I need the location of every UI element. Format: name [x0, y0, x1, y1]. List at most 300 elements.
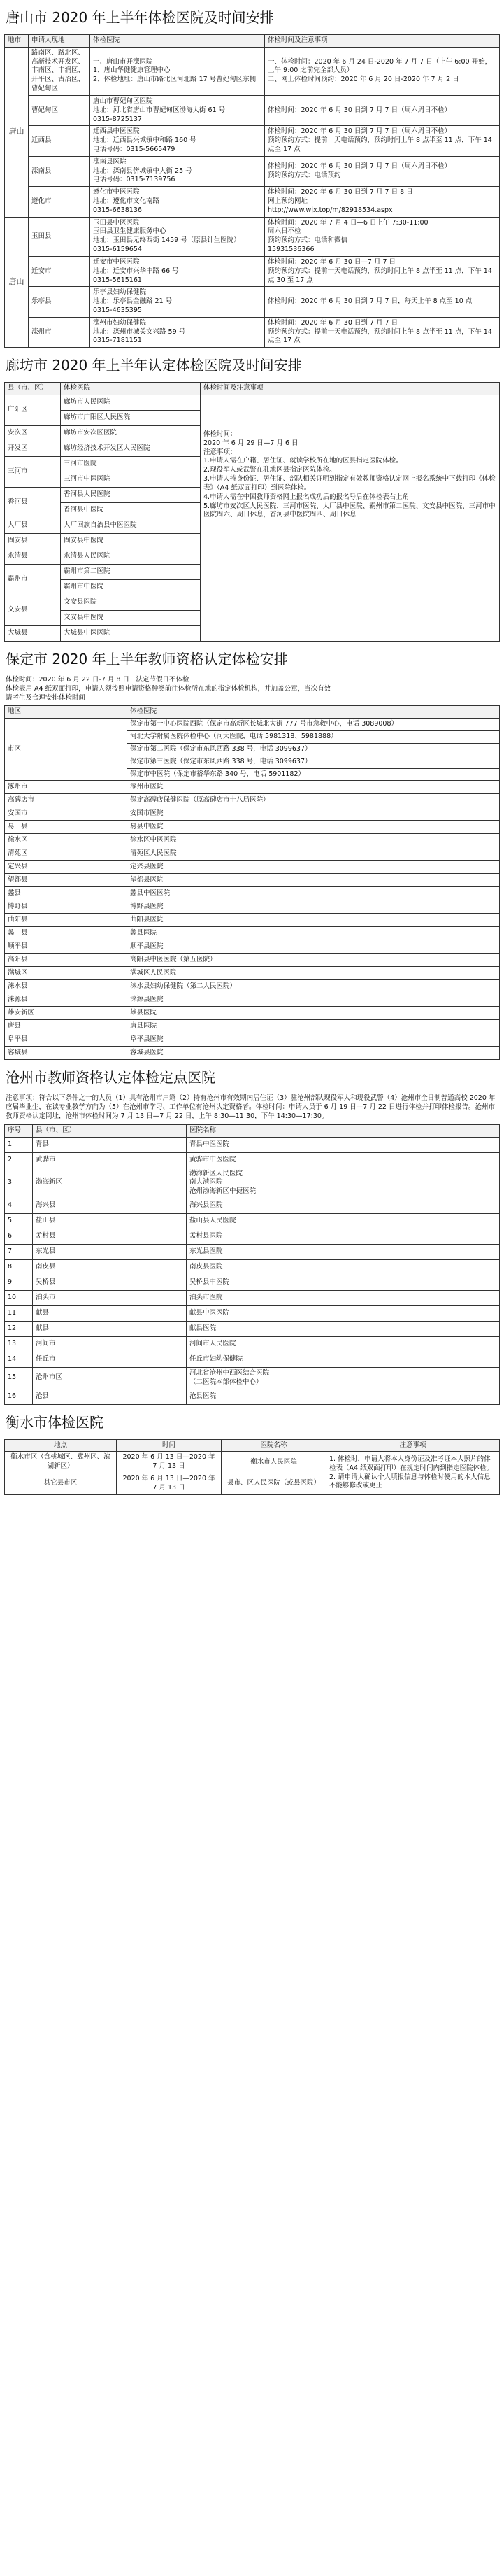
- header-city: 地市: [5, 35, 29, 48]
- hospital-line: 滦南县医院: [93, 157, 127, 166]
- area-cell: 蠡县: [5, 887, 127, 900]
- hospital-cell: [90, 156, 265, 186]
- area-cell: 大城县: [5, 626, 61, 642]
- time-cell: 2020 年 6 月 13 日—2020 年 7 月 13 日: [117, 1452, 222, 1473]
- table-row: [5, 1275, 500, 1291]
- area-cell: 曹妃甸区: [29, 95, 90, 125]
- area-cell: 任丘市: [33, 1352, 187, 1368]
- area-cell: 定兴县: [5, 861, 127, 874]
- hospital-cell: 雄县医院: [127, 1007, 500, 1020]
- hospital-cell: [187, 1306, 500, 1322]
- hospital-line: 吴桥县中医院: [189, 1278, 230, 1287]
- table-row: [5, 927, 500, 940]
- hospital-cell: 香河县人民医院: [61, 488, 201, 503]
- no-cell: 3: [5, 1168, 33, 1198]
- area-cell: 阜平县: [5, 1033, 127, 1047]
- time-cell: [265, 156, 500, 186]
- no-cell: 13: [5, 1337, 33, 1352]
- hospital-cell: 曲阳县医院: [127, 914, 500, 927]
- hospital-cell: 清苑区人民医院: [127, 847, 500, 861]
- hospital-cell: 霸州市第二医院: [61, 565, 201, 580]
- header-hospital: 医院名称: [222, 1439, 326, 1452]
- table-row: [5, 794, 500, 807]
- hospital-cell: [90, 47, 265, 95]
- time-line: 网上预约网址: [268, 197, 308, 205]
- langfang-header-row: [5, 383, 500, 395]
- header-hospital: 体检医院: [90, 35, 265, 48]
- header-hospital: 体检医院: [61, 383, 201, 395]
- hospital-line: 海兴县医院: [189, 1201, 223, 1210]
- hospital-cell: [187, 1337, 500, 1352]
- hospital-line: 献县中医医院: [189, 1309, 230, 1317]
- hospital-cell: 望都县医院: [127, 874, 500, 887]
- hospital-cell: 三河市中医医院: [61, 472, 201, 488]
- hospital-cell: 保定市第二医院（保定市东风西路 338 号，电话 3099637）: [127, 743, 500, 756]
- table-row: [5, 1137, 500, 1152]
- hospital-cell: 文安县中医院: [61, 611, 201, 626]
- hospital-line: 河间市人民医院: [189, 1340, 236, 1348]
- hospital-line: 唐山市曹妃甸区医院: [93, 97, 153, 105]
- hospital-cell: [187, 1214, 500, 1229]
- hospital-line: 0315-4635395: [93, 306, 142, 314]
- area-cell: 蠡 县: [5, 927, 127, 940]
- no-cell: 6: [5, 1229, 33, 1245]
- area-cell: 永清县: [5, 549, 61, 565]
- hospital-cell: 大厂回族自治县中医医院: [61, 518, 201, 534]
- table-row: [5, 126, 500, 156]
- time-line: 体检时间：2020 年 6 月 30 日到 7 月 7 日（周六周日不检）: [268, 162, 452, 171]
- no-cell: 2: [5, 1152, 33, 1168]
- table-row: [5, 1452, 500, 1473]
- hospital-cell: [187, 1137, 500, 1152]
- area-cell: 三河市: [5, 457, 61, 488]
- time-line: 周六日不检: [268, 227, 301, 236]
- time-line: http://www.wjx.top/m/82918534.aspx: [268, 206, 393, 214]
- area-cell: 清苑区: [5, 847, 127, 861]
- area-cell: 路南区、路北区、高新技术开发区、丰南区、丰润区、开平区、古冶区、曹妃甸区: [29, 47, 90, 95]
- table-row: [5, 993, 500, 1007]
- no-cell: 15: [5, 1368, 33, 1389]
- note-cell: 1. 体检时，申请人将本人身份证及准考证本人照片的体检表（A4 纸双面打印）在规定时间内到指定医院体检。2. 请申请人确认个人填报信息与体检时使用的本人信息不能够修改或更正: [326, 1452, 500, 1494]
- hospital-cell: 容城县医院: [127, 1047, 500, 1060]
- area-cell: 满城区: [5, 967, 127, 980]
- header-note: 注意事项: [326, 1439, 500, 1452]
- table-row: [5, 1214, 500, 1229]
- area-cell: 沧县: [33, 1389, 187, 1404]
- hospital-line: 献县医院: [189, 1324, 217, 1333]
- hospital-cell: 固安县中医院: [61, 534, 201, 549]
- area-cell: 孟村县: [33, 1229, 187, 1245]
- table-row: [5, 1352, 500, 1368]
- table-row: [5, 1033, 500, 1047]
- table-row: [5, 395, 500, 411]
- area-cell: 青县: [33, 1137, 187, 1152]
- hospital-cell: [187, 1229, 500, 1245]
- time-line: 体检时间：2020 年 6 月 30 日到 7 月 7 日: [268, 318, 398, 327]
- area-cell: 渤海新区: [33, 1168, 187, 1198]
- area-cell: 泊头市: [33, 1291, 187, 1306]
- tangshan-table: [4, 34, 500, 348]
- city-cell: [5, 47, 29, 217]
- hospital-cell: [187, 1275, 500, 1291]
- area-cell: 广阳区: [5, 395, 61, 426]
- hospital-cell: 廊坊经济技术开发区人民医院: [61, 441, 201, 457]
- hospital-line: 0315-7181151: [93, 337, 142, 345]
- hospital-line: 任丘市妇幼保健院: [189, 1355, 243, 1364]
- area-cell: 河间市: [33, 1337, 187, 1352]
- time-cell: [265, 95, 500, 125]
- area-cell: 易 县: [5, 821, 127, 834]
- hospital-line: 玉田县中医医院: [93, 218, 140, 227]
- hospital-cell: 霸州市中医院: [61, 580, 201, 595]
- hospital-cell: 保定高碑店保健医院（原高碑店市十八局医院）: [127, 794, 500, 807]
- area-cell: 涞水县: [5, 980, 127, 993]
- time-line: 预约预约方式：提前一天电话预约，预约时间上午 8 点半至 11 点，下午 14 点至 17 点: [268, 327, 492, 345]
- table-row: [5, 807, 500, 821]
- hospital-line: 沧县医院: [189, 1392, 217, 1400]
- time-line: 体检时间：2020 年 7 月 4 日—6 日上午 7:30-11:00: [268, 218, 429, 227]
- hospital-cell: 廊坊市广阳区人民医院: [61, 411, 201, 426]
- hengshui-header-row: [5, 1439, 500, 1452]
- area-cell: 盐山县: [33, 1214, 187, 1229]
- hospital-line: 东光县医院: [189, 1247, 223, 1256]
- header-area: 县（市、区）: [33, 1124, 187, 1137]
- time-note-line: 3.申请人持身份证、居住证、部队相关证明到指定有效教师资格认定网上报名系统中下载打印《体检表》（A4 纸双面打印）到医院体检。: [203, 475, 496, 492]
- hospital-cell: 永清县人民医院: [61, 549, 201, 565]
- table-row: [5, 1291, 500, 1306]
- hospital-cell: 定兴县医院: [127, 861, 500, 874]
- hospital-cell: 衡水市人民医院: [222, 1452, 326, 1473]
- city-label: 唐山: [8, 276, 24, 286]
- cangzhou-table: [4, 1124, 500, 1405]
- header-hospital: 医院名称: [187, 1124, 500, 1137]
- no-cell: 14: [5, 1352, 33, 1368]
- hospital-cell: [187, 1322, 500, 1337]
- area-cell: 献县: [33, 1322, 187, 1337]
- hospital-cell: 安国市医院: [127, 807, 500, 821]
- area-cell: 东光县: [33, 1245, 187, 1260]
- header-no: 序号: [5, 1124, 33, 1137]
- hospital-cell: 香河县中医院: [61, 503, 201, 518]
- area-cell: 望都县: [5, 874, 127, 887]
- table-row: [5, 287, 500, 317]
- area-cell: 高碑店市: [5, 794, 127, 807]
- hospital-line: 迁西县中医医院: [93, 127, 140, 136]
- hospital-line: 地址：遵化市文化南路: [93, 197, 160, 205]
- hospital-line: 迁安市中医医院: [93, 257, 140, 266]
- no-cell: 8: [5, 1260, 33, 1275]
- notice-line: 请考生及合理安排体检时间: [6, 693, 86, 702]
- header-time: 时间: [117, 1439, 222, 1452]
- area-cell: 滦南县: [29, 156, 90, 186]
- hospital-line: 2、体检地址：唐山市路北区河北路 17 号曹妃甸区东侧: [93, 76, 257, 84]
- area-cell: 玉田县: [29, 217, 90, 256]
- hospital-line: 地址：滦州市城关文兴路 59 号: [93, 327, 186, 336]
- time-note-line: 1.申请人需在户籍、居住证、就读学校所在地的区县指定医院体检。: [203, 457, 403, 465]
- time-cell: 2020 年 6 月 13 日—2020 年 7 月 13 日: [117, 1473, 222, 1495]
- no-cell: 16: [5, 1389, 33, 1404]
- header-area: 申请人现地: [29, 35, 90, 48]
- table-row: [5, 1152, 500, 1168]
- table-row: [5, 887, 500, 900]
- hospital-line: 0315-6638136: [93, 206, 142, 214]
- hospital-cell: 涿州市医院: [127, 781, 500, 794]
- header-area: 县（市、区）: [5, 383, 61, 395]
- area-cell: 吴桥县: [33, 1275, 187, 1291]
- tangshan-header-row: [5, 35, 500, 48]
- table-row: [5, 861, 500, 874]
- cangzhou-title: 沧州市教师资格认定体检定点医院: [6, 1069, 215, 1087]
- table-row: [5, 317, 500, 347]
- table-row: [5, 1020, 500, 1033]
- header-time: 体检时间及注意事项: [201, 383, 500, 395]
- baoding-table: [4, 705, 500, 1060]
- hospital-line: 0315-8725137: [93, 115, 142, 123]
- time-line: 预约预约方式：提前一天电话预约，预约时间上午 8 点半至 11 点，下午 14 点 30 至 17 点: [268, 267, 492, 284]
- area-cell: 海兴县: [33, 1198, 187, 1214]
- time-note-cell: [201, 395, 500, 642]
- hospital-line: 南皮县医院: [189, 1263, 223, 1271]
- hospital-line: 电话号码：0315-7139756: [93, 176, 175, 184]
- hospital-cell: 涞水县妇幼保健院（第二人民医院）: [127, 980, 500, 993]
- area-cell: 固安县: [5, 534, 61, 549]
- table-row: [5, 1229, 500, 1245]
- hospital-cell: 易县中医院: [127, 821, 500, 834]
- time-cell: [265, 256, 500, 286]
- area-cell: 涿州市: [5, 781, 127, 794]
- table-row: [5, 1368, 500, 1389]
- hospital-cell: 唐县医院: [127, 1020, 500, 1033]
- hospital-cell: 廊坊市安次区医院: [61, 426, 201, 441]
- header-area: 地点: [5, 1439, 117, 1452]
- hospital-cell: 顺平县医院: [127, 940, 500, 954]
- hospital-line: 0315-6159654: [93, 246, 142, 254]
- hospital-line: 地址：迁西县兴城镇中和路 160 号: [93, 136, 196, 145]
- hospital-cell: 保定市第三医院（保定市东风西路 338 号，电话 3099637）: [127, 756, 500, 768]
- table-row: [5, 1168, 500, 1198]
- table-row: [5, 256, 500, 286]
- hospital-cell: 满城区人民医院: [127, 967, 500, 980]
- notice-line: 体检时间：2020 年 6 月 22 日-7 月 8 日 法定节假日不体检: [6, 676, 189, 684]
- table-row: [5, 1198, 500, 1214]
- hospital-cell: [187, 1352, 500, 1368]
- hospital-line: 1、唐山华健健康管理中心: [93, 66, 171, 75]
- table-row: [5, 940, 500, 954]
- time-note-line: 2.现役军人或武警在驻地区县指定医院体检。: [203, 466, 336, 474]
- no-cell: 10: [5, 1291, 33, 1306]
- hospital-line: 孟村县医院: [189, 1232, 223, 1240]
- area-cell: 唐县: [5, 1020, 127, 1033]
- area-cell: 安次区: [5, 426, 61, 441]
- time-line: 预约预约方式：电话和微信: [268, 236, 348, 245]
- table-row: [5, 156, 500, 186]
- hospital-line: 0315-5615161: [93, 276, 142, 284]
- hospital-line: 沧州渤海新区中捷医院: [189, 1187, 257, 1196]
- area-cell: 涞源县: [5, 993, 127, 1007]
- hospital-line: 一、唐山市开滦医院: [93, 57, 153, 66]
- hospital-cell: 县市、区人民医院（或县医院）: [222, 1473, 326, 1495]
- hospital-cell: [187, 1152, 500, 1168]
- area-cell: 遵化市: [29, 187, 90, 217]
- area-cell: 乐亭县: [29, 287, 90, 317]
- hospital-cell: [90, 287, 265, 317]
- table-row: [5, 874, 500, 887]
- hospital-line: 渤海新区人民医院: [189, 1169, 243, 1177]
- area-cell: 滦州市: [29, 317, 90, 347]
- table-row: [5, 954, 500, 967]
- no-cell: 4: [5, 1198, 33, 1214]
- table-row: [5, 1245, 500, 1260]
- city-cell: [5, 217, 29, 348]
- time-line: 体检时间：2020 年 6 月 30 日—7 月 7 日: [268, 257, 396, 266]
- hospital-cell: 大城县中医医院: [61, 626, 201, 642]
- area-cell: 容城县: [5, 1047, 127, 1060]
- langfang-title: 廊坊市 2020 年上半年认定体检医院及时间安排: [6, 357, 302, 374]
- area-cell: 安国市: [5, 807, 127, 821]
- hospital-line: 青县中医医院: [189, 1140, 230, 1148]
- notice-line: 体检表用 A4 纸双面打印，申请人须按照申请资格种类前往体检所在地的指定体检机构，并加盖公章，当次有效: [6, 684, 331, 693]
- hospital-line: 地址：滦南县倴城镇中大街 25 号: [93, 167, 192, 175]
- header-hospital: 体检医院: [127, 706, 500, 719]
- table-row: [5, 1007, 500, 1020]
- table-row: [5, 1322, 500, 1337]
- hospital-cell: 廊坊市人民医院: [61, 395, 201, 411]
- area-cell: 雄安新区: [5, 1007, 127, 1020]
- time-line: 预约预约方式：提前一天电话预约，预约时间上午 8 点半至 11 点，下午 14 点至 17 点: [268, 136, 492, 153]
- hospital-cell: [187, 1198, 500, 1214]
- table-row: [5, 719, 500, 731]
- time-cell: [265, 287, 500, 317]
- hospital-cell: 阜平县医院: [127, 1033, 500, 1047]
- area-cell: 其它县市区: [5, 1473, 117, 1495]
- area-cell: 开发区: [5, 441, 61, 457]
- table-row: [5, 217, 500, 256]
- time-line: 15931536366: [268, 246, 315, 254]
- time-cell: [265, 217, 500, 256]
- time-cell: [265, 317, 500, 347]
- time-note-line: 4.申请人需在中国教师资格网上报名成功后的报名号后在体检表右上角: [203, 493, 410, 501]
- hospital-line: 盐山县人民医院: [189, 1217, 236, 1225]
- area-cell: 大厂县: [5, 518, 61, 534]
- hospital-cell: [187, 1389, 500, 1404]
- city-label: 唐山: [8, 127, 24, 136]
- baoding-header-row: [5, 706, 500, 719]
- table-row: [5, 1337, 500, 1352]
- hospital-cell: [90, 126, 265, 156]
- no-cell: 7: [5, 1245, 33, 1260]
- hospital-cell: [187, 1368, 500, 1389]
- area-cell: 迁安市: [29, 256, 90, 286]
- hospital-cell: 蠡县中医医院: [127, 887, 500, 900]
- hospital-line: 地址：玉田县无终西街 1459 号（原县计生医院）: [93, 236, 240, 245]
- time-cell: [265, 187, 500, 217]
- langfang-table: [4, 382, 500, 642]
- hospital-cell: 文安县医院: [61, 595, 201, 611]
- time-note-line: 2020 年 6 月 29 日—7 月 6 日: [203, 439, 298, 447]
- area-cell: 博野县: [5, 900, 127, 914]
- area-cell: 南皮县: [33, 1260, 187, 1275]
- hospital-cell: 涞源县医院: [127, 993, 500, 1007]
- area-cell: 顺平县: [5, 940, 127, 954]
- area-cell: 黄骅市: [33, 1152, 187, 1168]
- time-note-line: 体检时间：: [203, 430, 237, 438]
- hospital-line: 河北省沧州中西医结合医院: [189, 1369, 270, 1377]
- time-line: 预约预约方式：电话预约: [268, 171, 341, 179]
- area-cell: 香河县: [5, 488, 61, 518]
- area-cell: 沧州市区: [33, 1368, 187, 1389]
- hospital-line: 遵化市中医医院: [93, 188, 140, 197]
- table-row: [5, 47, 500, 95]
- hospital-line: 乐亭县妇幼保健院: [93, 288, 147, 297]
- area-cell: 文安县: [5, 595, 61, 626]
- table-row: [5, 1306, 500, 1322]
- area-cell: 衡水市区（含桃城区、冀州区、滨湖新区）: [5, 1452, 117, 1473]
- hospital-line: 南大港医院: [189, 1178, 223, 1187]
- baoding-notice: [4, 676, 500, 705]
- table-row: [5, 95, 500, 125]
- no-cell: 5: [5, 1214, 33, 1229]
- table-row: [5, 914, 500, 927]
- time-note-line: 5.廊坊市安次区人民医院、三河市医院、大厂县中医院、霸州市第二医院、文安县中医院、三河市中医院周六、周日休息，香河县中医院周四、周日休息: [203, 502, 496, 519]
- tangshan-title: 唐山市 2020 年上半年体检医院及时间安排: [6, 9, 274, 26]
- table-row: [5, 187, 500, 217]
- hospital-cell: [187, 1245, 500, 1260]
- area-cell: 霸州市: [5, 565, 61, 595]
- time-line: 体检时间：2020 年 6 月 30 日到 7 月 7 日，每天上午 8 点至 10 点: [268, 297, 473, 306]
- table-row: [5, 1047, 500, 1060]
- hospital-cell: 河北大学附属医院体检中心（河大医院，电话 5981318、5981888）: [127, 731, 500, 744]
- time-line: 一、体检时间：2020 年 6 月 24 日-2020 年 7 月 7 日（上午 6:00 开始，上午 9:00 之前完全部人员）: [268, 57, 492, 75]
- baoding-title: 保定市 2020 年上半年教师资格认定体检安排: [6, 651, 288, 667]
- hospital-cell: 三河市医院: [61, 457, 201, 472]
- table-row: [5, 834, 500, 847]
- hengshui-title: 衡水市体检医院: [6, 1413, 103, 1431]
- hospital-line: 地址：河北省唐山市曹妃甸区渤海大街 61 号: [93, 106, 226, 114]
- time-line: 体检时间：2020 年 6 月 30 日到 7 月 7 日（周六周日不检）: [268, 106, 452, 114]
- table-row: [5, 1260, 500, 1275]
- cangzhou-notice: 注意事项：符合以下条件之一的人员（1）具有沧州市户籍（2）持有沧州市有效期内居住证（3）驻沧州部队现役军人和现役武警（4）沧州市全日制普通高校 2020 年应届毕业生，在读专业教学方向为（5）在沧州市学习、工作单位有沧州认定资格者。体检时间：申请人员于 6 月 19 日—7 月 22 日进行体检并打印体检报告。沧州市教师资格认定网址，沧州市体检时间为 7 月 13 日—7 月 22 日，上午 8:30—11:30，下午 14:30—17:30。: [6, 1094, 496, 1120]
- hospital-line: 泊头市医院: [189, 1294, 223, 1302]
- hospital-cell: [90, 217, 265, 256]
- hospital-cell: [187, 1291, 500, 1306]
- table-row: [5, 781, 500, 794]
- area-cell: 市区: [5, 719, 127, 781]
- hospital-cell: 蠡县医院: [127, 927, 500, 940]
- hospital-cell: [90, 187, 265, 217]
- table-row: [5, 1389, 500, 1404]
- hengshui-table: [4, 1439, 500, 1495]
- area-cell: 曲阳县: [5, 914, 127, 927]
- time-cell: [265, 126, 500, 156]
- hospital-line: （二医院本部体检中心）: [189, 1378, 263, 1386]
- header-area: 地区: [5, 706, 127, 719]
- table-row: [5, 980, 500, 993]
- hospital-cell: 保定市中医院（保定市裕华东路 340 号，电话 5901182）: [127, 768, 500, 781]
- hospital-line: 电话号码：0315-5665479: [93, 145, 175, 153]
- hospital-cell: 博野县医院: [127, 900, 500, 914]
- hospital-line: 玉田县卫生健康服务中心: [93, 227, 166, 236]
- table-row: [5, 967, 500, 980]
- hospital-line: 黄骅市中医医院: [189, 1155, 236, 1163]
- hospital-cell: 徐水区中医医院: [127, 834, 500, 847]
- area-cell: 迁西县: [29, 126, 90, 156]
- hospital-line: 滦州市妇幼保健院: [93, 318, 147, 327]
- time-line: 二、网上体检时间预约：2020 年 6 月 20 日-2020 年 7 月 2 日: [268, 76, 459, 84]
- hospital-line: 地址：迁安市兴华中路 66 号: [93, 267, 179, 275]
- time-line: 体检时间：2020 年 6 月 30 日到 7 月 7 日（周六周日不检）: [268, 127, 452, 136]
- area-cell: 徐水区: [5, 834, 127, 847]
- hospital-cell: [90, 256, 265, 286]
